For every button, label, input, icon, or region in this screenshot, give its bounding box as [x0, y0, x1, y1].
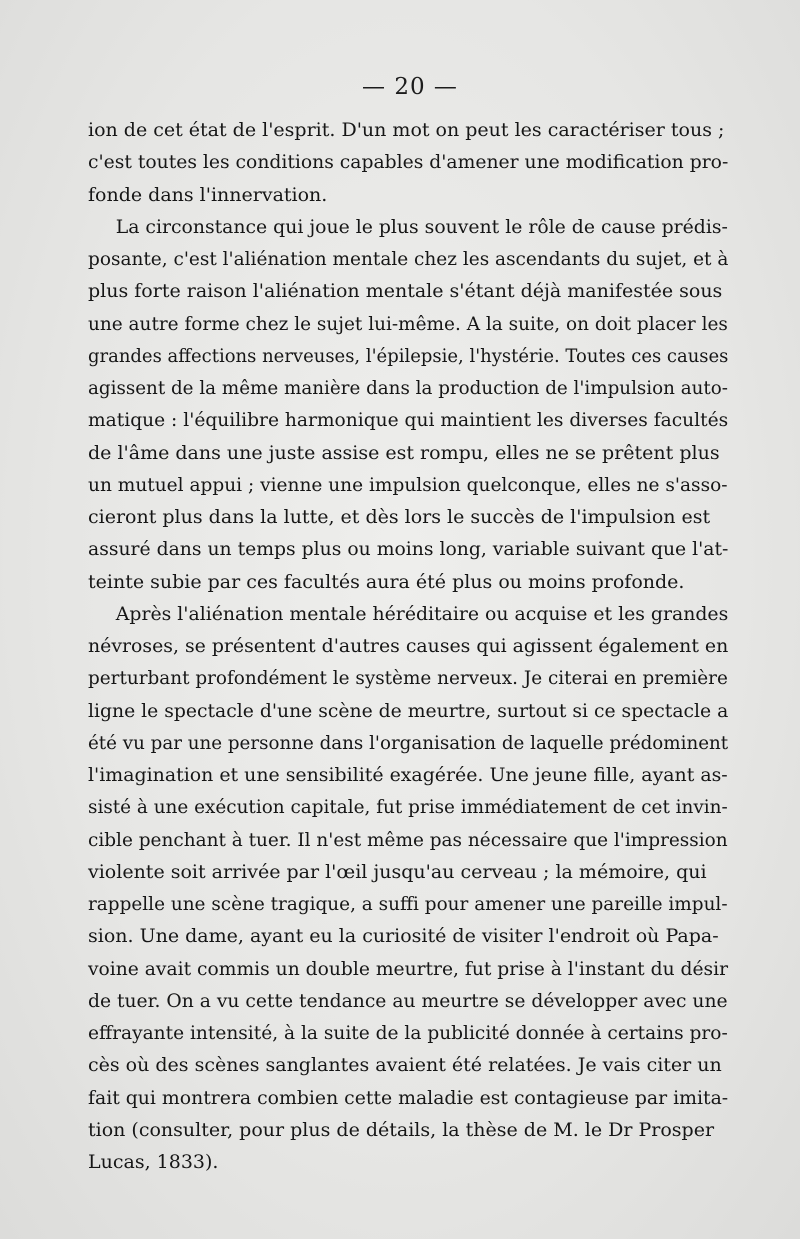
body-text — [88, 114, 728, 1178]
text-line: ion de cet état de l'esprit. D'un mot on peut les caractériser tous ; — [88, 119, 725, 141]
text-line: posante, c'est l'aliénation mentale chez les ascendants du sujet, et à — [88, 248, 729, 270]
text-line: c'est toutes les conditions capables d'amener une modification pro- — [88, 151, 729, 174]
text-line: sion. Une dame, ayant eu la curiosité de visiter l'endroit où Papa- — [88, 925, 719, 948]
text-line: La circonstance qui joue le plus souvent le rôle de cause prédis- — [115, 215, 728, 238]
text-line: de l'âme dans une juste assise est rompu, elles ne se prêtent plus — [88, 441, 720, 464]
text-line: un mutuel appui ; vienne une impulsion quelconque, elles ne s'asso- — [88, 473, 728, 496]
text-line: plus forte raison l'aliénation mentale s'étant déjà manifestée sous — [88, 280, 723, 303]
text-line: l'imagination et une sensibilité exagérée. Une jeune fille, ayant as- — [88, 764, 728, 786]
text-line: de tuer. On a vu cette tendance au meurtre se développer avec une — [88, 989, 728, 1012]
text-line: teinte subie par ces facultés aura été plus ou moins profonde. — [88, 570, 685, 593]
text-line: Après l'aliénation mentale héréditaire ou acquise et les grandes — [115, 602, 729, 625]
text-line: grandes affections nerveuses, l'épilepsie, l'hystérie. Toutes ces causes — [88, 344, 729, 367]
text-line: effrayante intensité, à la suite de la publicité donnée à certains pro- — [88, 1022, 728, 1044]
text-line: rappelle une scène tragique, a suffi pour amener une pareille impul- — [88, 893, 728, 915]
text-line: tion (consulter, pour plus de détails, la thèse de M. le Dr Prosper — [88, 1118, 715, 1141]
text-line: cieront plus dans la lutte, et dès lors le succès de l'impulsion est — [88, 506, 711, 528]
text-line: voine avait commis un double meurtre, fut prise à l'instant du désir — [88, 957, 729, 980]
text-line: cible penchant à tuer. Il n'est même pas nécessaire que l'impression — [88, 828, 728, 851]
text-line: cès où des scènes sanglantes avaient été relatées. Je vais citer un — [88, 1054, 722, 1077]
text-line: Lucas, 1833). — [88, 1151, 219, 1173]
text-line: fonde dans l'innervation. — [88, 183, 328, 206]
page-number: — 20 — — [362, 74, 458, 100]
text-line: été vu par une personne dans l'organisation de laquelle prédominent — [88, 731, 729, 754]
text-line: violente soit arrivée par l'œil jusqu'au cerveau ; la mémoire, qui — [88, 860, 707, 883]
text-line: une autre forme chez le sujet lui-même. A la suite, on doit placer les — [88, 312, 728, 335]
text-line: perturbant profondément le système nerveux. Je citerai en première — [88, 667, 728, 690]
text-line: fait qui montrera combien cette maladie est contagieuse par imita- — [88, 1086, 729, 1109]
text-line: ligne le spectacle d'une scène de meurtre, surtout si ce spectacle a — [88, 699, 729, 722]
text-line: névroses, se présentent d'autres causes qui agissent également en — [88, 635, 729, 657]
text-line: agissent de la même manière dans la production de l'impulsion auto- — [88, 377, 728, 399]
text-line: matique : l'équilibre harmonique qui maintient les diverses facultés — [88, 409, 729, 432]
text-line: sisté à une exécution capitale, fut prise immédiatement de cet invin- — [88, 796, 728, 819]
text-line: assuré dans un temps plus ou moins long, variable suivant que l'at- — [88, 538, 729, 561]
